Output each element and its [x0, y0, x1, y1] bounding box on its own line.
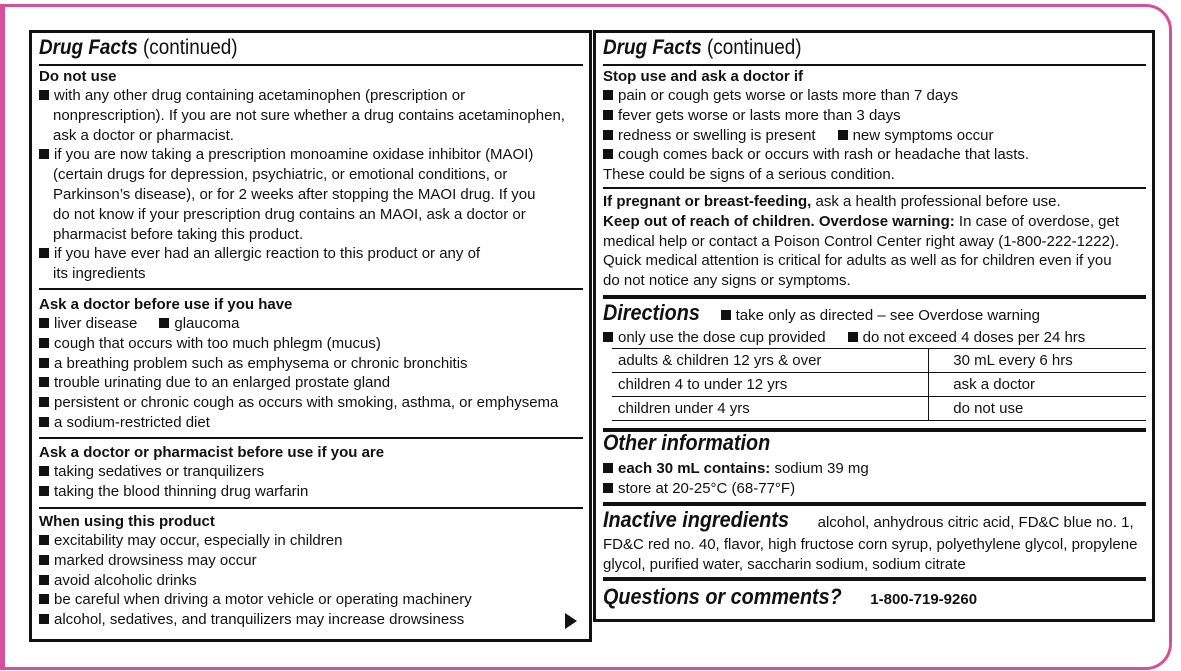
- divider: [39, 288, 583, 290]
- bullet-square-icon: [603, 483, 613, 493]
- other-information-heading: Other information: [603, 430, 771, 455]
- divider: [603, 502, 1146, 506]
- stop-use-note: These could be signs of a serious condition.: [603, 166, 895, 184]
- when-using-heading: When using this product: [39, 513, 215, 530]
- do-not-use-line: do not know if your prescription drug contains an MAOI, ask a doctor or: [53, 205, 526, 223]
- list-item: taking sedatives or tranquilizers: [54, 463, 265, 480]
- bullet-square-icon: [603, 149, 613, 159]
- bullet-square-icon: [39, 575, 49, 585]
- when-using-section: [39, 512, 583, 630]
- ingredients-text: alcohol, anhydrous citric acid, FD&C blue no. 1,: [817, 514, 1134, 531]
- bullet-square-icon: [603, 110, 613, 120]
- list-item: pain or cough gets worse or lasts more than 7 days: [618, 87, 959, 104]
- list-item: redness or swelling is present: [618, 126, 816, 144]
- do-not-use-line: if you have ever had an allergic reaction to this product or any of: [54, 245, 481, 263]
- dosage-table: [612, 348, 1146, 421]
- bullet-square-icon: [838, 130, 848, 140]
- divider: [603, 577, 1146, 581]
- overdose-warning-label: Keep out of reach of children. Overdose warning:: [603, 212, 955, 230]
- bullet-square-icon: [39, 338, 49, 348]
- continue-arrow-icon: [565, 613, 577, 629]
- table-row: [612, 373, 1146, 397]
- stop-use-section: [603, 67, 1146, 185]
- table-cell-age: adults & children 12 yrs & over: [612, 349, 929, 373]
- ask-doctor-heading: Ask a doctor before use if you have: [39, 296, 293, 313]
- bullet-square-icon: [39, 318, 49, 328]
- do-not-use-line: (certain drugs for depression, psychiatric, or emotional conditions, or: [53, 166, 508, 184]
- do-not-use-line: Parkinson’s disease), or for 2 weeks after stopping the MAOI drug. If you: [53, 185, 536, 203]
- continued-label: (continued): [706, 36, 802, 59]
- table-cell-age: children 4 to under 12 yrs: [612, 373, 929, 397]
- questions-section: [603, 584, 1146, 613]
- list-item: persistent or chronic cough as occurs with smoking, asthma, or emphysema: [54, 394, 559, 412]
- list-item: liver disease: [54, 315, 138, 332]
- ask-doctor-section: [39, 295, 583, 433]
- bullet-square-icon: [39, 555, 49, 565]
- stop-use-heading: Stop use and ask a doctor if: [603, 68, 804, 85]
- right-drug-facts-panel: [593, 30, 1155, 622]
- bullet-square-icon: [721, 310, 731, 320]
- table-cell-dose: 30 mL every 6 hrs: [929, 349, 1146, 373]
- ingredients-text: glycol, purified water, saccharin sodium, sodium citrate: [603, 555, 966, 573]
- bullet-square-icon: [39, 377, 49, 387]
- bullet-square-icon: [39, 535, 49, 545]
- list-item: only use the dose cup provided: [618, 329, 826, 346]
- bullet-square-icon: [39, 90, 49, 100]
- table-cell-dose: ask a doctor: [929, 373, 1146, 397]
- pregnant-text: ask a health professional before use.: [815, 193, 1061, 210]
- do-not-use-line: pharmacist before taking this product.: [53, 225, 304, 243]
- inactive-ingredients-section: [603, 507, 1146, 575]
- bullet-square-icon: [39, 149, 49, 159]
- bullet-square-icon: [603, 463, 613, 473]
- bullet-square-icon: [39, 248, 49, 258]
- table-row: [612, 397, 1146, 421]
- list-item: alcohol, sedatives, and tranquilizers may increase drowsiness: [54, 611, 465, 629]
- list-item: cough that occurs with too much phlegm (mucus): [54, 334, 381, 352]
- bullet-square-icon: [39, 397, 49, 407]
- phone-number: 1-800-719-9260: [870, 591, 978, 608]
- bullet-square-icon: [39, 466, 49, 476]
- inactive-ingredients-heading: Inactive ingredients: [603, 507, 789, 532]
- divider: [39, 64, 583, 66]
- bullet-square-icon: [603, 130, 613, 140]
- divider: [39, 507, 583, 509]
- other-information-section: [603, 430, 1146, 499]
- list-item: glaucoma: [174, 315, 240, 332]
- continued-label: (continued): [142, 36, 238, 59]
- overdose-text: do not notice any signs or symptoms.: [603, 272, 851, 290]
- directions-heading: Directions: [603, 300, 700, 325]
- sodium-label: each 30 mL contains:: [618, 460, 771, 477]
- overdose-text: Quick medical attention is critical for adults as well as for children even if you: [603, 252, 1112, 270]
- do-not-use-line: nonprescription). If you are not sure whether a drug contains acetaminophen,: [53, 106, 565, 124]
- list-item: do not exceed 4 doses per 24 hrs: [862, 329, 1086, 346]
- right-title: [603, 36, 1146, 60]
- questions-heading: Questions or comments?: [603, 584, 842, 609]
- ingredients-text: FD&C red no. 40, flavor, high fructose corn syrup, polyethylene glycol, propylene: [603, 536, 1138, 553]
- do-not-use-heading: Do not use: [39, 68, 117, 85]
- table-cell-dose: do not use: [929, 397, 1146, 421]
- list-item: avoid alcoholic drinks: [54, 571, 197, 589]
- list-item: excitability may occur, especially in children: [54, 532, 343, 549]
- bullet-square-icon: [39, 486, 49, 496]
- list-item: a breathing problem such as emphysema or chronic bronchitis: [54, 354, 468, 372]
- sodium-value: sodium 39 mg: [774, 460, 869, 477]
- do-not-use-line: its ingredients: [53, 265, 146, 283]
- ask-pharmacist-section: [39, 443, 583, 502]
- table-row: [612, 349, 1146, 373]
- bullet-square-icon: [39, 417, 49, 427]
- bullet-square-icon: [39, 614, 49, 624]
- bullet-square-icon: [39, 594, 49, 604]
- list-item: marked drowsiness may occur: [54, 551, 257, 569]
- do-not-use-line: with any other drug containing acetaminophen (prescription or: [54, 87, 466, 104]
- list-item: take only as directed – see Overdose warning: [735, 307, 1040, 324]
- divider: [603, 187, 1146, 189]
- overdose-text: In case of overdose, get: [958, 212, 1120, 230]
- list-item: cough comes back or occurs with rash or headache that lasts.: [618, 146, 1030, 164]
- list-item: a sodium-restricted diet: [54, 413, 210, 431]
- divider: [603, 295, 1146, 299]
- storage-text: store at 20-25°C (68-77°F): [618, 479, 796, 497]
- table-cell-age: children under 4 yrs: [612, 397, 929, 421]
- bullet-square-icon: [603, 90, 613, 100]
- list-item: trouble urinating due to an enlarged prostate gland: [54, 374, 391, 392]
- list-item: new symptoms occur: [852, 126, 994, 144]
- divider: [39, 437, 583, 439]
- left-title: [39, 36, 583, 60]
- drug-facts-title: Drug Facts: [39, 36, 138, 59]
- bullet-square-icon: [39, 358, 49, 368]
- do-not-use-line: if you are now taking a prescription monoamine oxidase inhibitor (MAOI): [54, 146, 534, 164]
- divider: [603, 64, 1146, 66]
- list-item: be careful when driving a motor vehicle or operating machinery: [54, 591, 472, 609]
- warnings-section: [603, 192, 1146, 291]
- bullet-square-icon: [159, 318, 169, 328]
- do-not-use-line: ask a doctor or pharmacist.: [53, 126, 234, 144]
- bullet-square-icon: [848, 332, 858, 342]
- do-not-use-section: [39, 67, 583, 284]
- pregnant-label: If pregnant or breast-feeding,: [603, 193, 812, 210]
- overdose-text: medical help or contact a Poison Control Center right away (1-800-222-1222).: [603, 232, 1120, 250]
- left-drug-facts-panel: [29, 30, 592, 642]
- ask-pharmacist-heading: Ask a doctor or pharmacist before use if you are: [39, 444, 385, 461]
- list-item: fever gets worse or lasts more than 3 days: [618, 106, 901, 124]
- directions-section: [603, 300, 1146, 348]
- drug-facts-title: Drug Facts: [603, 36, 702, 59]
- bullet-square-icon: [603, 332, 613, 342]
- list-item: taking the blood thinning drug warfarin: [54, 482, 309, 500]
